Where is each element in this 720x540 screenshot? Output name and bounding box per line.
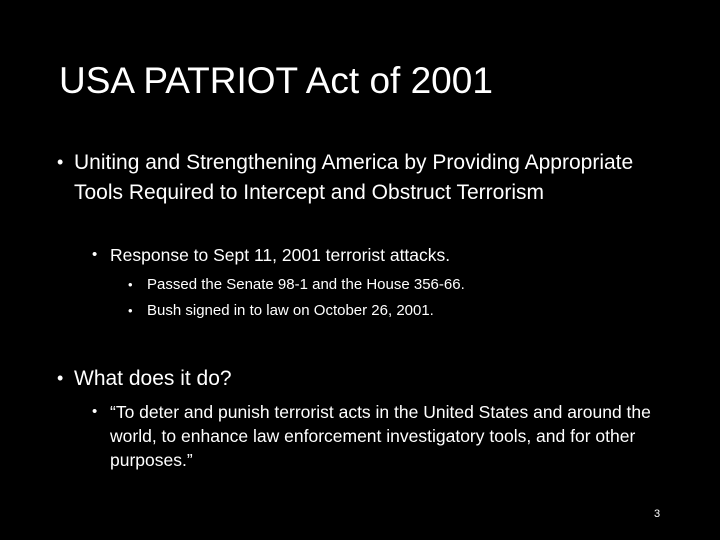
bullet-level3-passed-senate [128, 274, 688, 296]
bullet-level2-response [92, 243, 672, 267]
slide-title: USA PATRIOT Act of 2001 [59, 60, 493, 101]
bullet-text: Passed the Senate 98-1 and the House 356-66. [147, 276, 465, 293]
bullet-icon: • [92, 246, 98, 263]
bullet-level3-bush-signed [128, 300, 688, 322]
bullet-text: Response to Sept 11, 2001 terrorist attacks. [110, 245, 451, 265]
slide-page-number: 3 [654, 508, 661, 520]
bullet-text: Uniting and Strengthening America by Providing Appropriate Tools Required to Intercept and Obstruct Terrorism [74, 151, 634, 204]
bullet-icon: • [57, 152, 64, 172]
bullet-level1-uniting-act [57, 148, 657, 207]
bullet-icon: • [92, 403, 98, 420]
bullet-text: What does it do? [74, 367, 232, 390]
bullet-text: “To deter and punish terrorist acts in the United States and around the world, to enhance law enforcement investigatory tools, and for other purposes.” [110, 402, 651, 470]
bullet-icon: • [128, 303, 133, 318]
bullet-icon: • [128, 277, 133, 292]
bullet-text: Bush signed in to law on October 26, 2001. [147, 302, 434, 319]
bullet-level2-purpose-quote [92, 400, 662, 472]
bullet-level1-what-does-it-do [57, 364, 657, 394]
bullet-icon: • [57, 368, 64, 388]
